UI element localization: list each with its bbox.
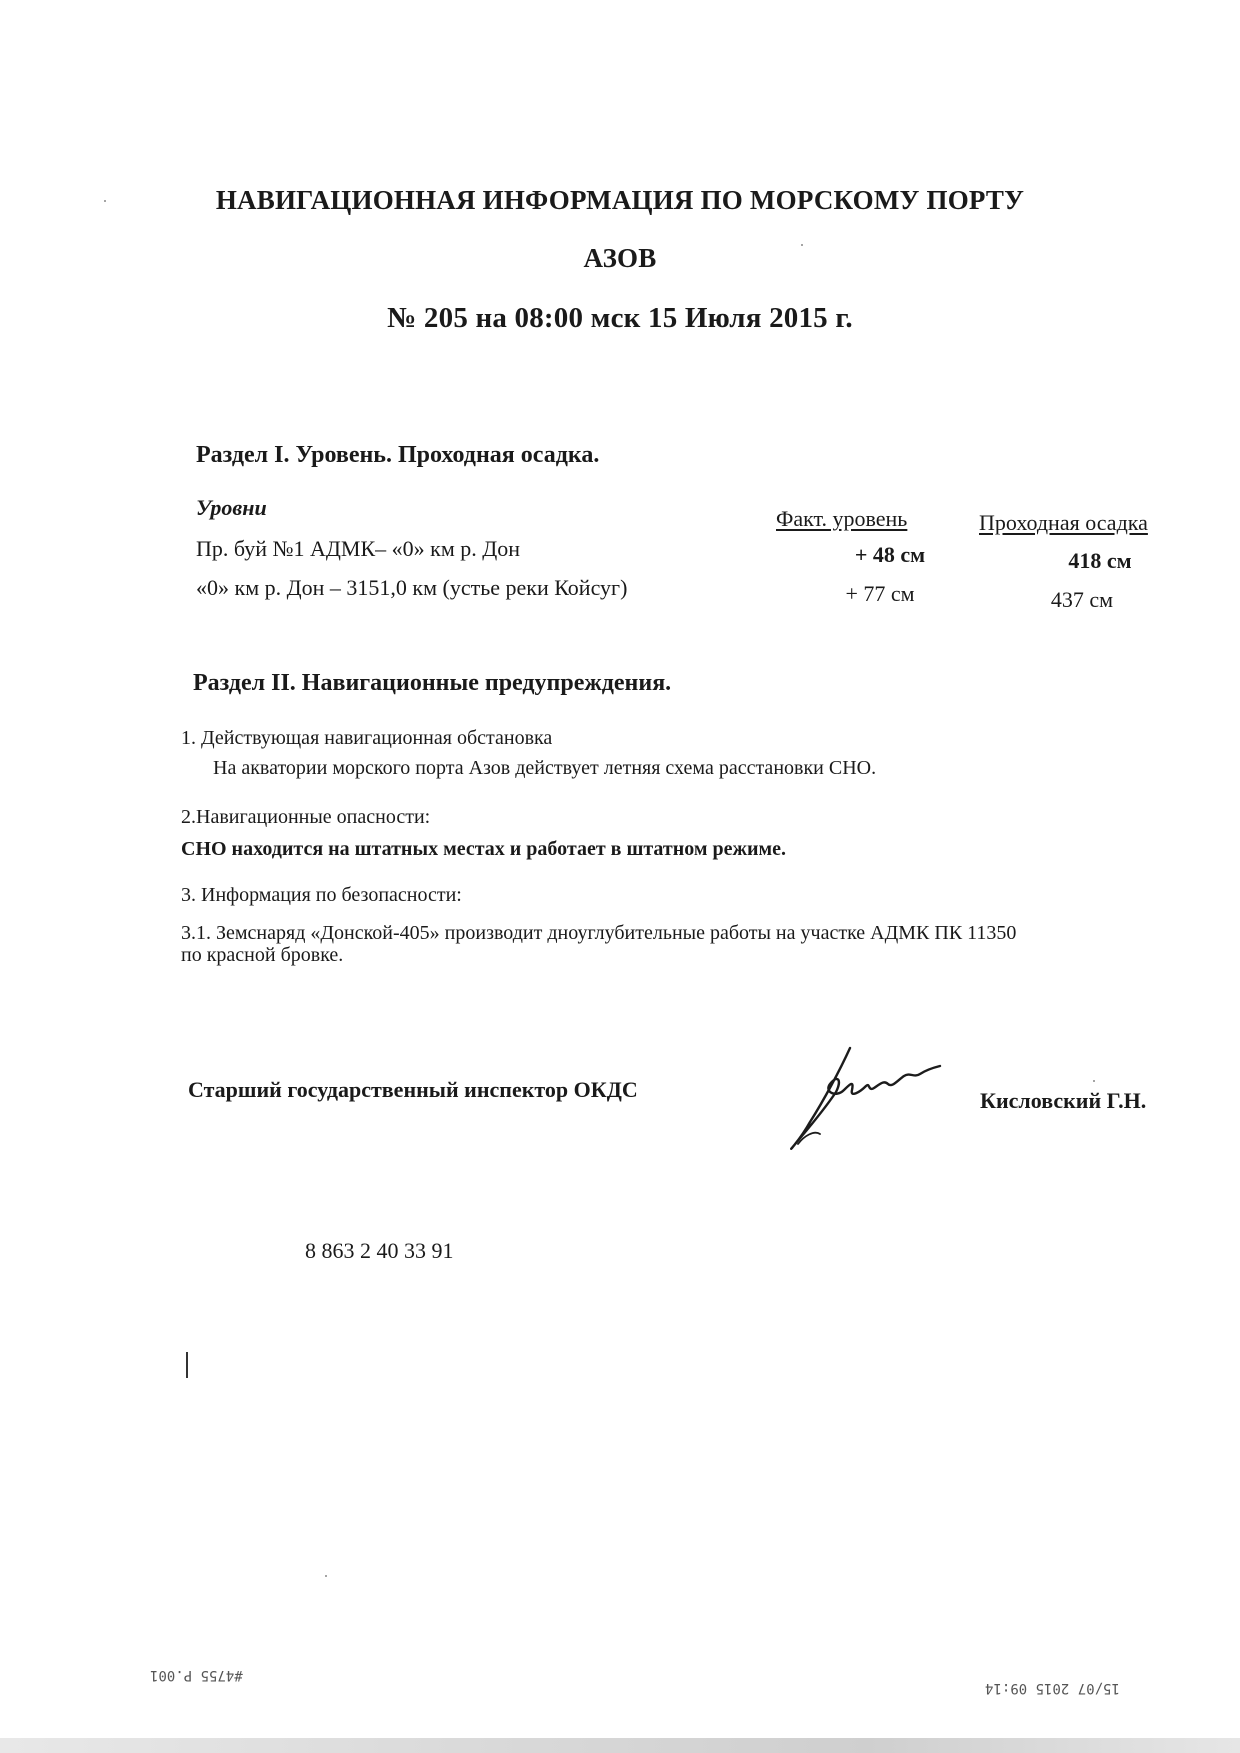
row-1-place: Пр. буй №1 АДМК– «0» км р. Дон	[196, 536, 521, 561]
scan-speck	[1093, 1080, 1095, 1082]
signatory-position: Старший государственный инспектор ОКДС	[188, 1077, 638, 1102]
title-line-1: НАВИГАЦИОННАЯ ИНФОРМАЦИЯ ПО МОРСКОМУ ПОРТУ	[215, 185, 1025, 215]
row-2-place: «0» км р. Дон – 3151,0 км (устье реки Койсуг)	[196, 575, 628, 600]
title-line-2: АЗОВ	[583, 243, 657, 273]
fax-header-left: #4755 P.001	[150, 1667, 243, 1683]
item1-text: На акватории морского порта Азов действует летняя схема расстановки СНО.	[213, 757, 877, 779]
fax-header-right: 15/07 2015 09:14	[985, 1680, 1120, 1696]
handwritten-signature	[780, 1040, 960, 1160]
scan-speck	[325, 1575, 327, 1577]
col-label-passing-draft: Проходная осадка	[979, 510, 1148, 535]
scan-mark	[186, 1352, 188, 1378]
item1-title: 1. Действующая навигационная обстановка	[181, 727, 553, 749]
item2-text: СНО находится на штатных местах и работает в штатном режиме.	[181, 838, 786, 860]
scan-edge-bar	[0, 1738, 1240, 1753]
item2-title: 2.Навигационные опасности:	[181, 806, 431, 828]
scan-speck	[801, 244, 803, 246]
section2-heading: Раздел II. Навигационные предупреждения.	[193, 670, 672, 696]
item3-title: 3. Информация по безопасности:	[181, 884, 462, 906]
row-1-fact: + 48 см	[854, 542, 926, 567]
col-label-fact-level: Факт. уровень	[776, 506, 908, 531]
title-line-3: № 205 на 08:00 мск 15 Июля 2015 г.	[387, 302, 853, 334]
col-label-levels: Уровни	[196, 495, 267, 520]
item3-line-1: 3.1. Земснаряд «Донской-405» производит дноуглубительные работы на участке АДМК ПК 11350	[181, 922, 1017, 944]
scan-speck	[104, 200, 106, 202]
section1-heading: Раздел I. Уровень. Проходная осадка.	[196, 442, 600, 468]
row-2-fact: + 77 см	[845, 581, 915, 606]
signatory-name: Кисловский Г.Н.	[980, 1088, 1147, 1113]
row-2-draft: 437 см	[1050, 587, 1114, 612]
row-1-draft: 418 см	[1068, 548, 1132, 573]
item3-line-2: по красной бровке.	[181, 944, 344, 966]
contact-phone: 8 863 2 40 33 91	[305, 1238, 454, 1263]
